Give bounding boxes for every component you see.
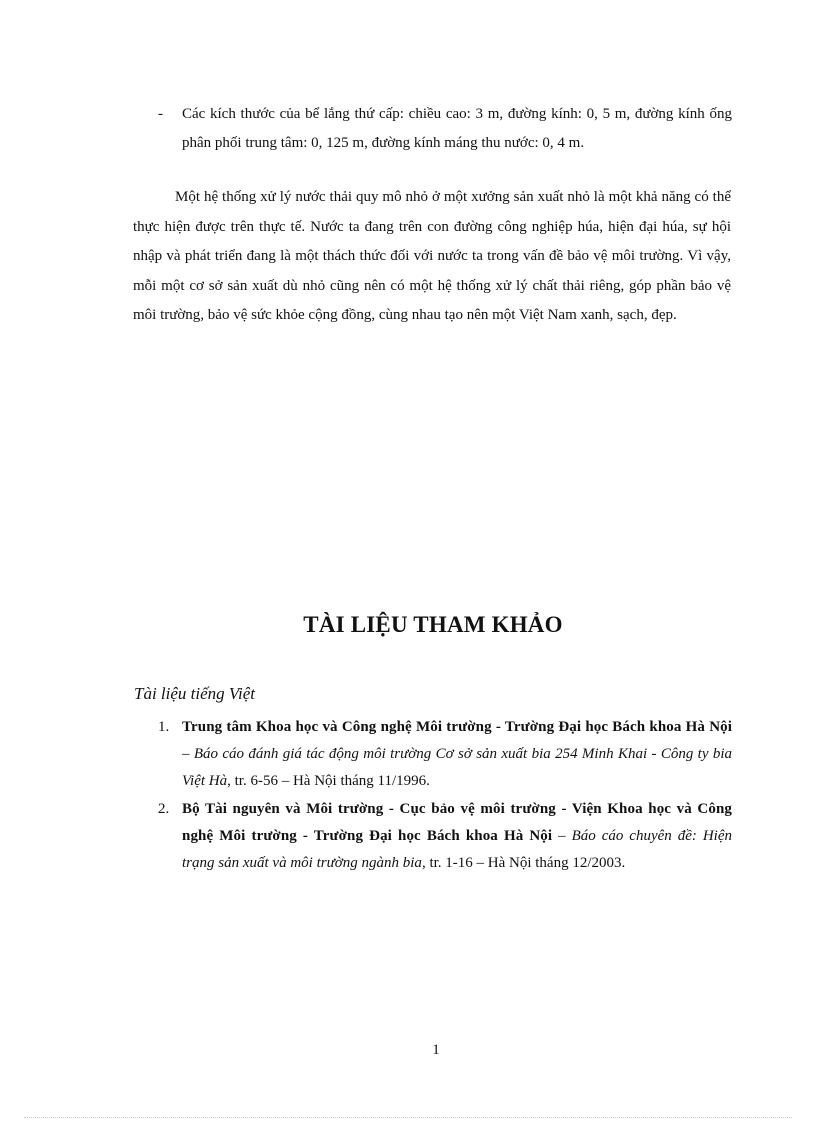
reference-list: [158, 714, 732, 878]
reference-title: Báo cáo đánh giá tác động môi trường Cơ sở sản xuất bia 254 Minh Khai - Công ty bia Việt Hà: [182, 746, 733, 789]
reference-item: [158, 796, 732, 877]
reference-number: 1.: [158, 719, 170, 735]
bullet-marker: -: [158, 106, 163, 122]
bullet-item: [158, 100, 732, 158]
reference-details: , tr. 1-16 – Hà Nội tháng 12/2003.: [421, 855, 626, 871]
reference-body: [182, 714, 732, 795]
page-bottom-divider: [24, 1117, 792, 1118]
reference-body: [182, 796, 732, 877]
reference-separator: –: [182, 746, 194, 762]
reference-authors: Bộ Tài nguyên và Môi trường - Cục bảo vệ môi trường - Viện Khoa học và Công nghệ Môi trường - Trường Đại học Bách khoa Hà Nội: [182, 801, 732, 844]
references-subheading: Tài liệu tiếng Việt: [134, 684, 256, 703]
body-paragraph: Một hệ thống xử lý nước thải quy mô nhỏ ở một xưởng sản xuất nhỏ là một khả năng có thể thực hiện được trên thực tế. Nước ta đang trên con đường công nghiệp húa, hiện đại húa, sự hội nhập và phát triển đang là một thách thức đối với nước ta trong vấn đề bảo vệ môi trường. Vì vậy, mỗi một cơ sở sản xuất dù nhỏ cũng nên có một hệ thống xử lý chất thải riêng, góp phần bảo vệ môi trường, bảo vệ sức khỏe cộng đồng, cùng nhau tạo nên một Việt Nam xanh, sạch, đẹp.: [133, 189, 731, 323]
reference-item: [158, 714, 732, 795]
reference-authors: Trung tâm Khoa học và Công nghệ Môi trường - Trường Đại học Bách khoa Hà Nội: [182, 719, 732, 735]
reference-title: Báo cáo chuyên đề: Hiện trạng sản xuất và môi trường ngành bia: [182, 828, 732, 871]
bullet-text: Các kích thước của bể lắng thứ cấp: chiều cao: 3 m, đường kính: 0, 5 m, đường kính ống phân phối trung tâm: 0, 125 m, đường kính máng thu nước: 0, 4 m.: [182, 106, 732, 151]
reference-details: , tr. 6-56 – Hà Nội tháng 11/1996.: [227, 773, 430, 789]
page-number: 1: [432, 1042, 440, 1058]
references-heading: TÀI LIỆU THAM KHẢO: [303, 612, 563, 637]
reference-number: 2.: [158, 801, 170, 817]
reference-separator: –: [552, 828, 572, 844]
